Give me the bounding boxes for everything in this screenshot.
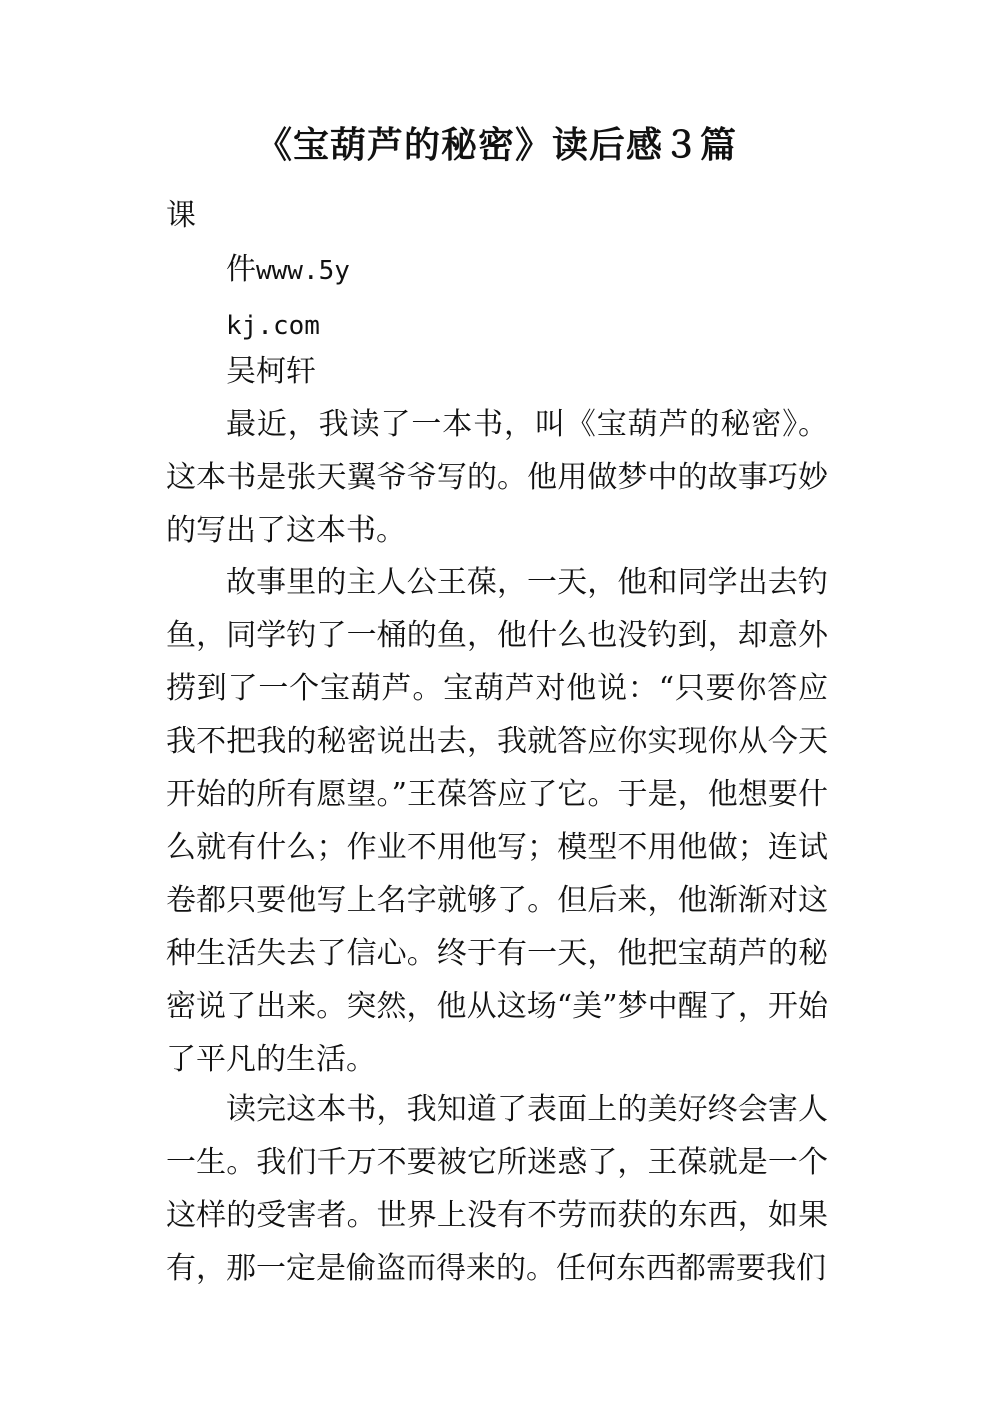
- document-title: 《宝葫芦的秘密》读后感３篇: [255, 125, 737, 166]
- paragraph-3: 读完这本书，我知道了表面上的美好终会害人一生。我们千万不要被它所迷惑了，王葆就是一个这样的受害者。世界上没有不劳而获的东西，如果有，那一定是偷盗而得来的。任何东西都需要我们: [166, 1092, 828, 1286]
- author-name: 吴柯轩: [226, 354, 316, 389]
- header-line-2-url: www.5y: [256, 256, 350, 286]
- header-line-3: kj.com: [226, 311, 320, 341]
- paragraph-2: 故事里的主人公王葆，一天，他和同学出去钓鱼，同学钓了一桶的鱼，他什么也没钓到，却意外捞到了一个宝葫芦。宝葫芦对他说：“只要你答应我不把我的秘密说出去，我就答应你实现你从今天开始的所有愿望。”王葆答应了它。于是，他想要什么就有什么；作业不用他写；模型不用他做；连试卷都只要他写上名字就够了。但后来，他渐渐对这种生活失去了信心。终于有一天，他把宝葫芦的秘密说了出来。突然，他从这场“美”梦中醒了，开始了平凡的生活。: [166, 565, 828, 1077]
- header-line-2: [226, 250, 350, 291]
- header-line-2-prefix: 件: [226, 252, 256, 287]
- paragraph-1: 最近，我读了一本书，叫《宝葫芦的秘密》。这本书是张天翼爷爷写的。他用做梦中的故事巧妙的写出了这本书。: [166, 407, 828, 548]
- header-line-1: 课: [166, 198, 196, 233]
